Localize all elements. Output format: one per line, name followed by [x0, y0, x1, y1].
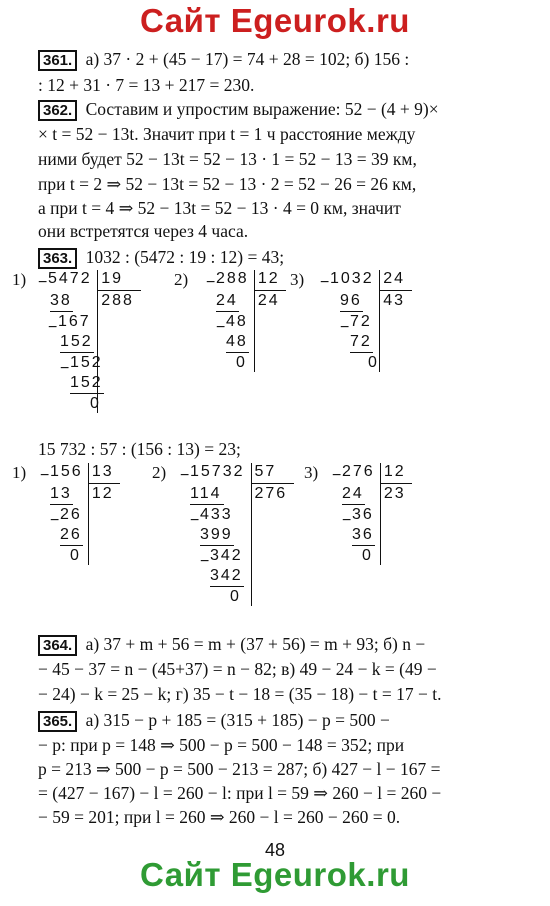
quotient: 288: [101, 292, 134, 309]
dividend: 5472: [48, 270, 92, 287]
minus-sign: −: [38, 274, 50, 291]
division-label: 2): [174, 270, 189, 289]
problem-364-line-3: − 24) − k = 25 − k; г) 35 − t − 18 = (35 − 18) − t = 17 − t.: [38, 684, 442, 704]
division-step: 0: [90, 394, 101, 412]
problem-number: 365.: [38, 711, 77, 732]
division-step: 38: [50, 292, 72, 309]
division-horizontal-line: [251, 483, 295, 484]
problem-362-line-1: 362. Составим и упростим выражение: 52 − (4 + 9)×: [38, 98, 518, 121]
problem-363-line-1: 363. 1032 : (5472 : 19 : 12) = 43;: [38, 246, 518, 269]
problem-362-line-3: ними будет 52 − 13t = 52 − 13 · 1 = 52 − 13 = 39 км,: [38, 149, 417, 169]
quotient: 276: [254, 485, 288, 502]
division-step: 114: [190, 485, 222, 502]
division-step: 36: [352, 505, 374, 523]
division-step: 342: [210, 546, 243, 564]
division-step: 0: [230, 587, 241, 605]
division-vertical-line: [380, 463, 381, 565]
division-step: 72: [350, 312, 372, 330]
minus-sign: −: [48, 318, 60, 336]
minus-sign: −: [40, 467, 52, 484]
division-step: 433: [200, 505, 233, 523]
site-banner-top: Сайт Egeurok.ru: [140, 2, 410, 39]
division-horizontal-line: [380, 483, 413, 484]
division-label: 2): [152, 463, 167, 482]
problem-365-line-4: = (427 − 167) − l = 260 − l: при l = 59 ⇒ 260 − l = 260 −: [38, 783, 442, 803]
problem-365-line-5: − 59 = 201; при l = 260 ⇒ 260 − l = 260 − 260 = 0.: [38, 807, 401, 827]
division-step: 399: [200, 526, 233, 543]
division-step: 0: [70, 546, 81, 564]
division-step: 26: [60, 526, 82, 543]
division-label: 3): [304, 463, 319, 482]
division-horizontal-line: [254, 290, 287, 291]
problem-number: 362.: [38, 100, 77, 121]
problem-364-line-1: 364. а) 37 + m + 56 = m + (37 + 56) = m + 93; б) n −: [38, 633, 518, 656]
division-step: 167: [58, 312, 91, 330]
minus-sign: −: [342, 511, 354, 529]
minus-sign: −: [50, 511, 62, 529]
problem-number: 363.: [38, 248, 77, 269]
problem-361-line-1: 361. а) 37 · 2 + (45 − 17) = 74 + 28 = 102; б) 156 :: [38, 48, 518, 71]
division-label: 1): [12, 270, 27, 289]
problem-364-line-2: − 45 − 37 = n − (45+37) = n − 82; в) 49 − 24 − k = (49 −: [38, 659, 437, 679]
problem-365-line-1: 365. а) 315 − p + 185 = (315 + 185) − p = 500 −: [38, 709, 518, 732]
division-horizontal-line: [88, 483, 121, 484]
problem-362-line-5: а при t = 4 ⇒ 52 − 13t = 52 − 13 · 4 = 0 км, значит: [38, 198, 401, 218]
divisor: 19: [101, 270, 123, 287]
quotient: 24: [257, 292, 280, 309]
minus-sign: −: [200, 552, 212, 570]
site-banner-bottom: Сайт Egeurok.ru: [140, 856, 410, 893]
problem-number: 361.: [38, 50, 77, 71]
problem-number: 364.: [38, 635, 77, 656]
division-step: 0: [236, 353, 247, 371]
division-horizontal-line: [97, 290, 141, 291]
division-step: 24: [342, 485, 364, 502]
division-step: 72: [350, 333, 372, 350]
minus-sign: −: [60, 359, 72, 377]
minus-sign: −: [320, 274, 332, 291]
division-step: 48: [226, 312, 248, 330]
divisor: 12: [383, 463, 406, 480]
problem-362-line-4: при t = 2 ⇒ 52 − 13t = 52 − 13 · 2 = 52 − 26 = 26 км,: [38, 174, 417, 194]
division-step: 152: [60, 333, 93, 350]
minus-sign: −: [206, 274, 218, 291]
quotient: 23: [383, 485, 406, 502]
division-step: 26: [60, 505, 82, 523]
division-step: 96: [340, 292, 362, 309]
division-vertical-line: [88, 463, 89, 565]
minus-sign: −: [340, 318, 352, 336]
dividend: 156: [50, 463, 83, 480]
minus-sign: −: [332, 467, 344, 484]
division-step: 152: [70, 374, 103, 391]
division-step: 24: [216, 292, 238, 309]
divisor: 12: [257, 270, 280, 287]
division-vertical-line: [251, 463, 252, 606]
quotient: 12: [91, 485, 114, 502]
divisor: 24: [383, 270, 405, 287]
division-step: 342: [210, 567, 243, 584]
problem-361-line-2: : 12 + 31 · 7 = 13 + 217 = 230.: [38, 75, 255, 95]
divisor: 57: [254, 463, 277, 480]
dividend: 15732: [190, 463, 245, 480]
problem-365-line-2: − p: при p = 148 ⇒ 500 − p = 500 − 148 = 352; при: [38, 735, 405, 755]
division-step: 0: [368, 353, 379, 371]
page-number: 48: [264, 840, 286, 860]
problem-363-line-2: 15 732 : 57 : (156 : 13) = 23;: [38, 439, 241, 459]
dividend: 276: [342, 463, 375, 480]
problem-362-line-2: × t = 52 − 13t. Значит при t = 1 ч расстояние между: [38, 124, 416, 144]
division-label: 1): [12, 463, 27, 482]
division-step: 48: [226, 333, 248, 350]
division-step: 36: [352, 526, 374, 543]
division-step: 152: [70, 353, 103, 371]
division-label: 3): [290, 270, 305, 289]
divisor: 13: [91, 463, 114, 480]
minus-sign: −: [180, 467, 192, 484]
division-vertical-line: [379, 270, 380, 372]
problem-365-line-3: p = 213 ⇒ 500 − p = 500 − 213 = 287; б) 427 − l − 167 =: [38, 759, 441, 779]
minus-sign: −: [216, 318, 228, 336]
division-step: 13: [50, 485, 72, 502]
minus-sign: −: [190, 511, 202, 529]
problem-362-line-6: они встретятся через 4 часа.: [38, 221, 249, 241]
dividend: 1032: [330, 270, 374, 287]
dividend: 288: [216, 270, 249, 287]
division-step: 0: [362, 546, 373, 564]
division-vertical-line: [254, 270, 255, 372]
division-horizontal-line: [379, 290, 412, 291]
quotient: 43: [383, 292, 405, 309]
